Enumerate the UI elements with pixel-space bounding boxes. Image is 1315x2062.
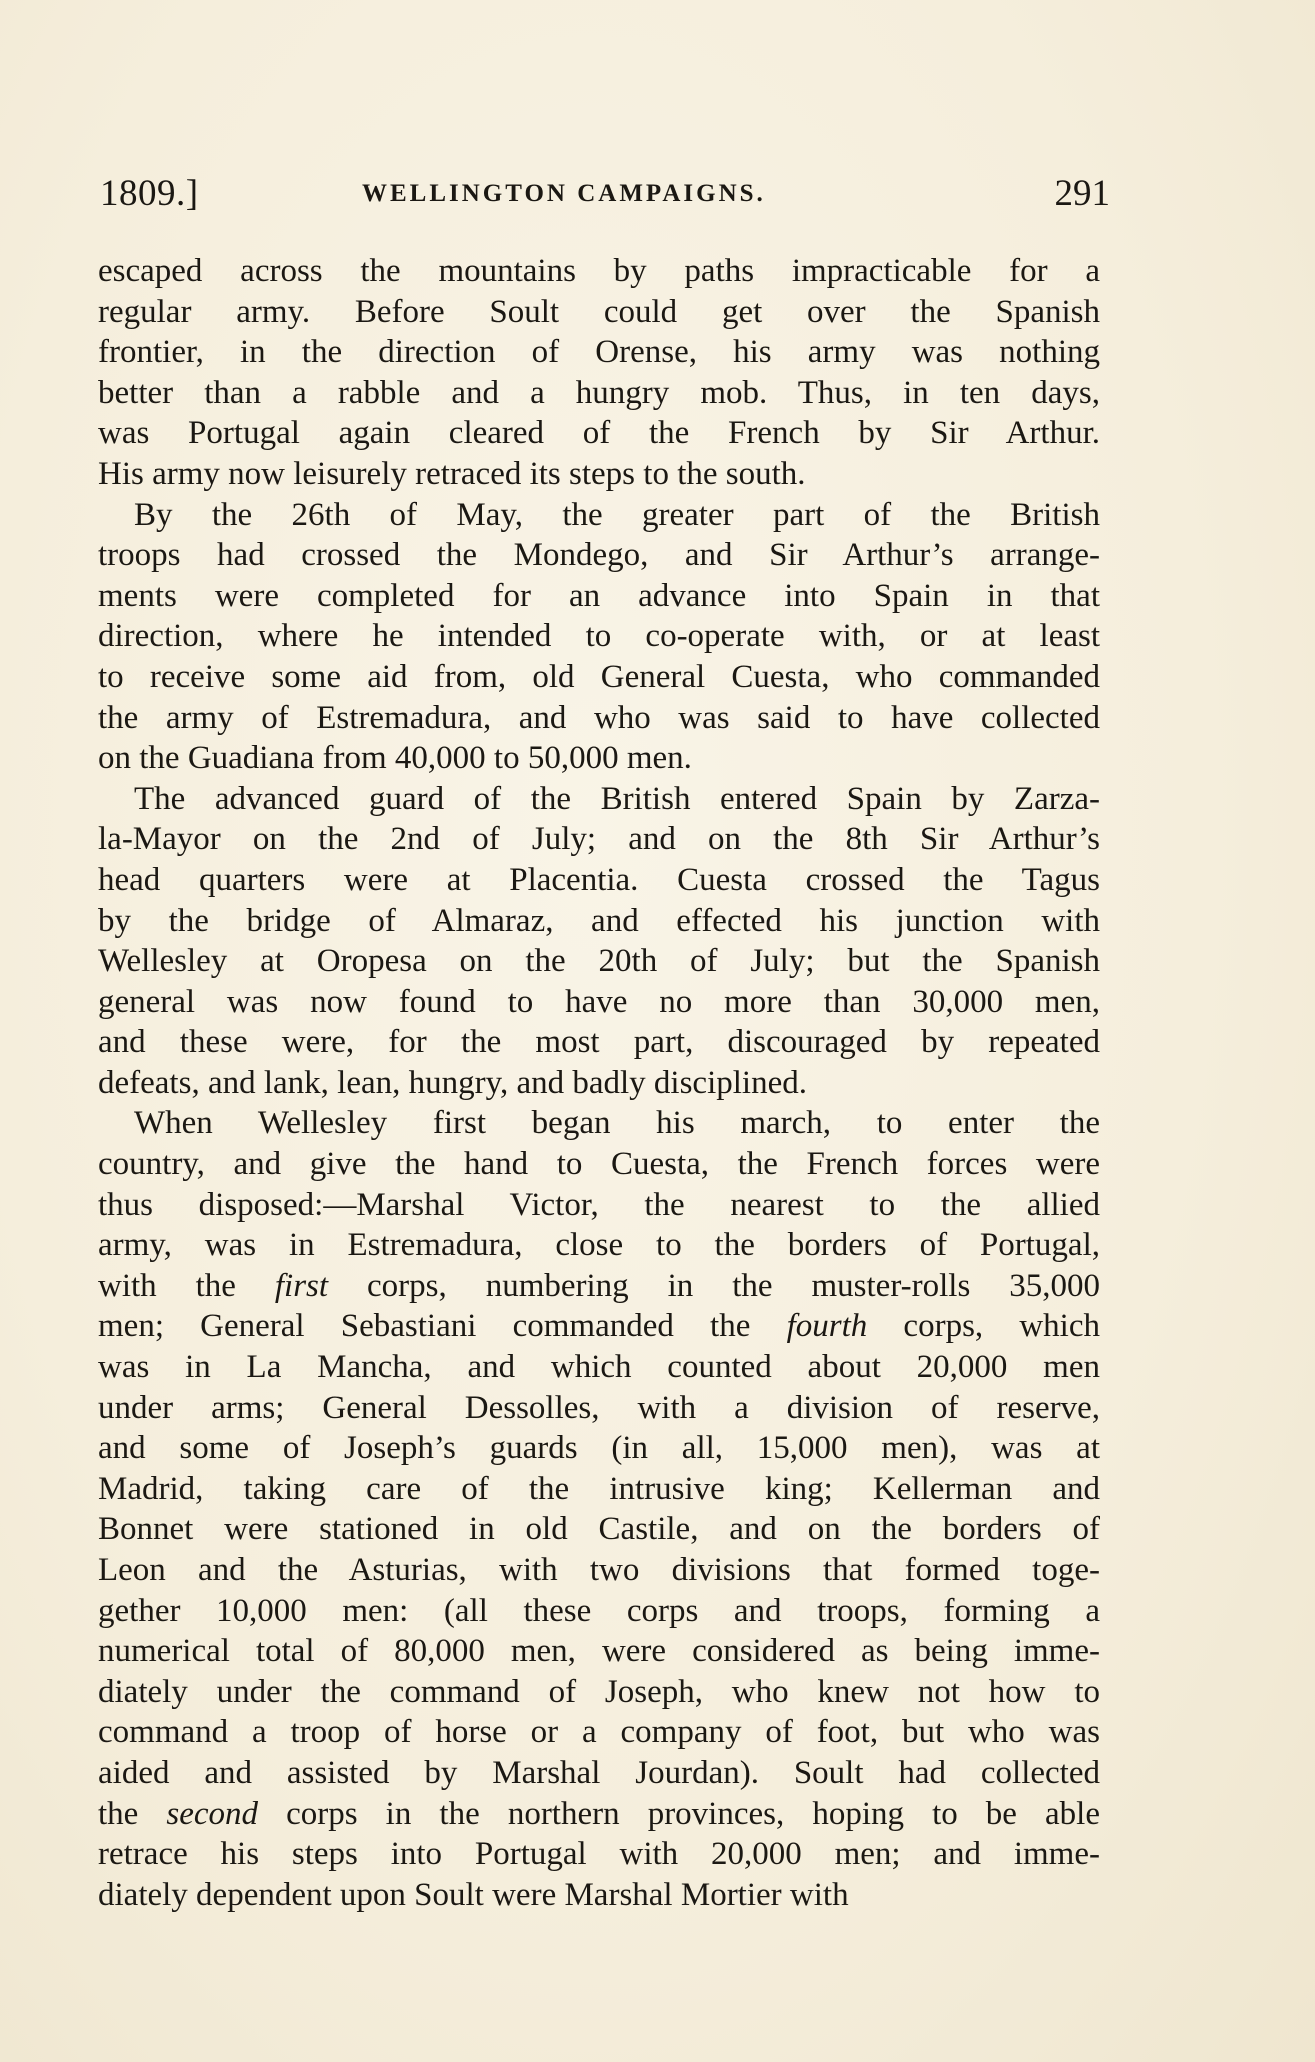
text-line: and some of Joseph’s guards (in all, 15,000 men), was at — [98, 1430, 1100, 1467]
text-line: the army of Estremadura, and who was said to have collected — [98, 699, 1100, 736]
text-line: on the Guadiana from 40,000 to 50,000 men. — [98, 740, 692, 777]
text-line: Wellesley at Oropesa on the 20th of July; but the Spanish — [98, 943, 1100, 980]
text-line: Leon and the Asturias, with two divisions that formed toge- — [98, 1552, 1100, 1588]
text-line: Madrid, taking care of the intrusive king; Kellerman and — [98, 1470, 1100, 1507]
text-line: gether 10,000 men: (all these corps and troops, forming a — [98, 1592, 1100, 1629]
text-line: ments were completed for an advance into Spain in that — [98, 577, 1100, 614]
text-line: defeats, and lank, lean, hungry, and badly disciplined. — [98, 1064, 807, 1101]
text-line: aided and assisted by Marshal Jourdan). Soult had collected — [98, 1754, 1100, 1791]
text-line: The advanced guard of the British entered Spain by Zarza- — [134, 780, 1100, 817]
text-line: army, was in Estremadura, close to the borders of Portugal, — [98, 1227, 1100, 1264]
text-line: under arms; General Dessolles, with a division of reserve, — [98, 1389, 1100, 1426]
text-segment: corps, numbering in the muster-rolls 35,000 — [328, 1267, 1100, 1304]
text-line: was in La Mancha, and which counted about 20,000 men — [98, 1349, 1100, 1386]
text-line — [98, 1794, 1100, 1835]
text-line: direction, where he intended to co-operate with, or at least — [98, 618, 1100, 655]
text-line: diately under the command of Joseph, who knew not how to — [98, 1673, 1100, 1710]
running-head — [100, 172, 1110, 222]
text-line: regular army. Before Soult could get over the Spanish — [98, 293, 1100, 330]
text-segment: corps, which — [867, 1308, 1100, 1345]
text-line: troops had crossed the Mondego, and Sir Arthur’s arrange- — [98, 537, 1100, 574]
text-line: la-Mayor on the 2nd of July; and on the 8th Sir Arthur’s — [98, 821, 1100, 858]
text-line: general was now found to have no more than 30,000 men, — [98, 983, 1100, 1020]
text-line: escaped across the mountains by paths impracticable for a — [98, 253, 1100, 289]
italic-word: fourth — [786, 1308, 868, 1345]
text-line: frontier, in the direction of Orense, his army was nothing — [98, 334, 1100, 371]
text-segment: the — [98, 1795, 167, 1832]
text-line: retrace his steps into Portugal with 20,000 men; and imme- — [98, 1836, 1100, 1873]
text-line: thus disposed:—Marshal Victor, the nearest to the allied — [98, 1186, 1100, 1223]
text-line: When Wellesley first began his march, to enter the — [134, 1105, 1100, 1142]
text-line: to receive some aid from, old General Cuesta, who commanded — [98, 658, 1100, 695]
text-segment: men; General Sebastiani commanded the — [98, 1308, 787, 1345]
text-line: Bonnet were stationed in old Castile, and on the borders of — [98, 1511, 1100, 1548]
text-line: was Portugal again cleared of the French by Sir Arthur. — [98, 415, 1100, 452]
text-line: head quarters were at Placentia. Cuesta crossed the Tagus — [98, 861, 1100, 898]
text-segment: corps in the northern provinces, hoping to be able — [258, 1795, 1100, 1832]
running-head-title: WELLINGTON CAMPAIGNS. — [362, 180, 766, 207]
italic-word: second — [166, 1795, 259, 1832]
text-line: diately dependent upon Soult were Marshal Mortier with — [98, 1876, 849, 1913]
text-line: numerical total of 80,000 men, were considered as being imme- — [98, 1633, 1100, 1670]
text-line: and these were, for the most part, discouraged by repeated — [98, 1024, 1100, 1061]
text-line — [98, 1266, 1100, 1307]
text-segment: with the — [98, 1267, 275, 1304]
body-text — [98, 251, 1100, 1915]
text-line: By the 26th of May, the greater part of the British — [134, 496, 1100, 533]
running-head-year: 1809.] — [100, 173, 199, 214]
text-line: by the bridge of Almaraz, and effected his junction with — [98, 902, 1100, 939]
italic-word: first — [274, 1267, 329, 1304]
text-line: command a troop of horse or a company of foot, but who was — [98, 1714, 1100, 1751]
text-line: His army now leisurely retraced its steps to the south. — [98, 455, 806, 492]
text-line: country, and give the hand to Cuesta, the French forces were — [98, 1146, 1100, 1183]
page-number: 291 — [1054, 173, 1110, 214]
text-line — [98, 1306, 1100, 1347]
text-line: better than a rabble and a hungry mob. Thus, in ten days, — [98, 374, 1100, 411]
